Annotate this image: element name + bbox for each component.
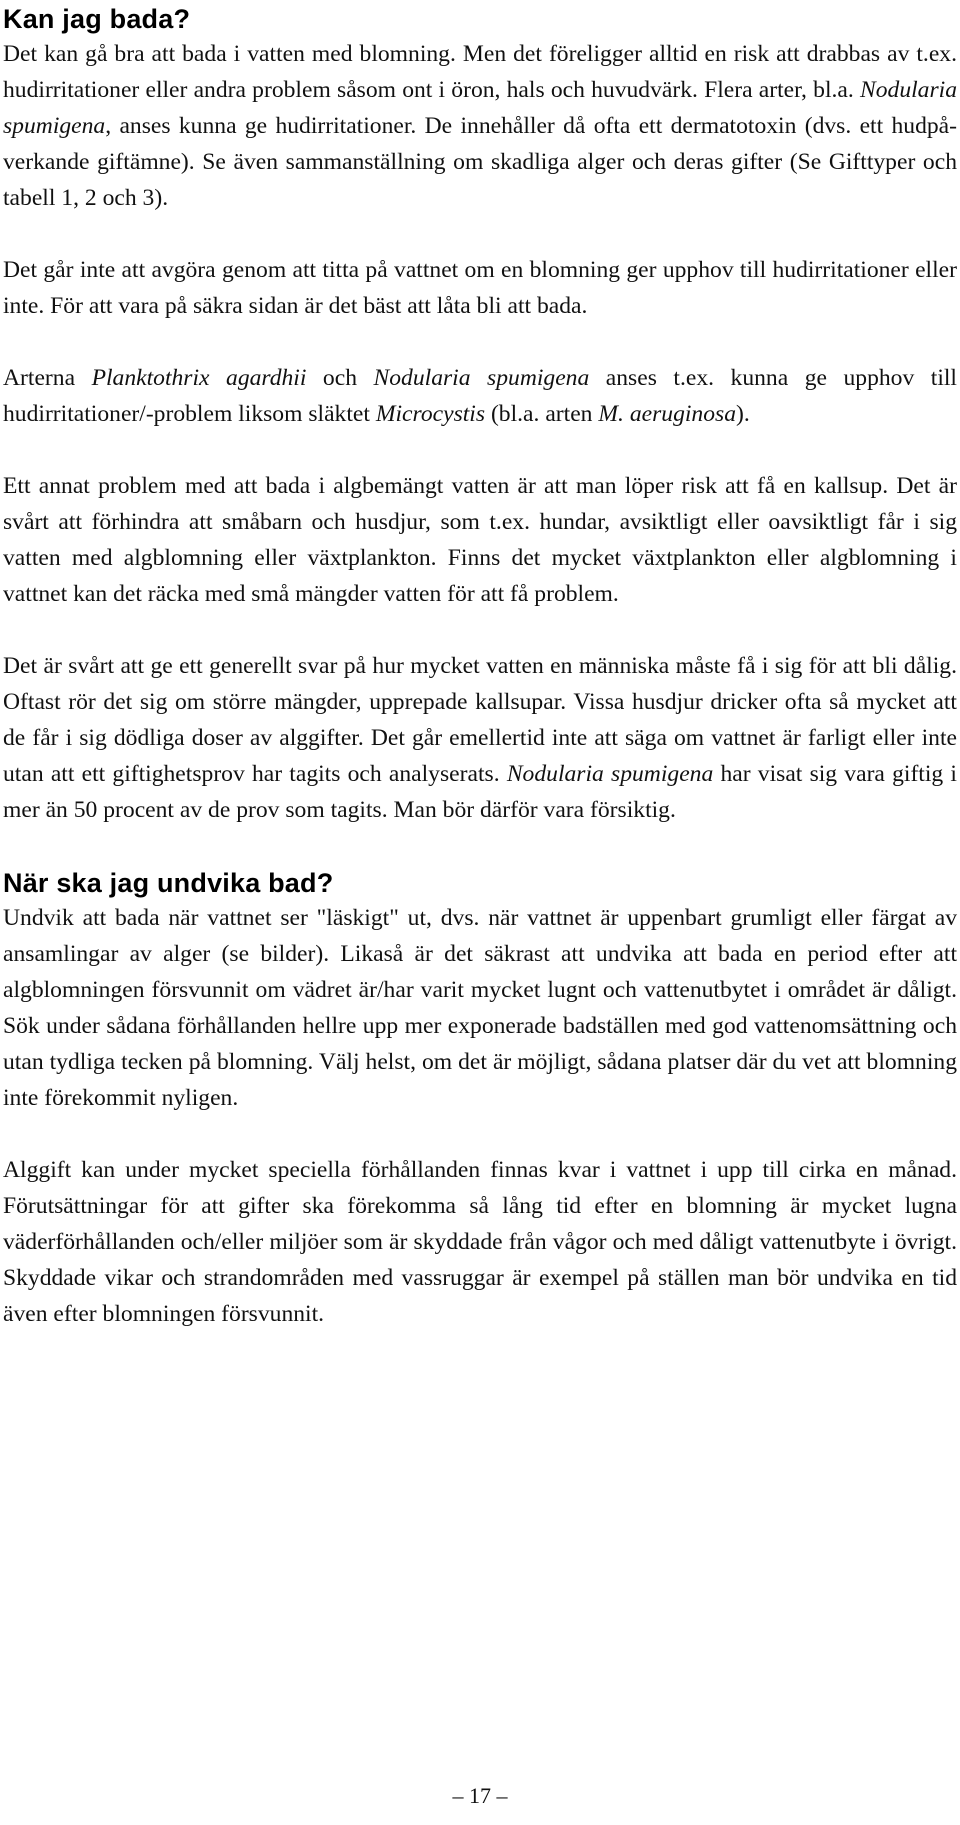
text-run: har visat sig vara giftig i mer än 50 procent av de prov som tagits. Man bör därför vara försiktig. bbox=[3, 761, 957, 823]
body-paragraph bbox=[3, 648, 957, 828]
text-run: anses t.ex. kunna ge upphov till hudirritationer/-problem liksom släktet bbox=[3, 365, 957, 427]
italic-species-name: Nodularia spumigena bbox=[373, 365, 590, 391]
body-paragraph bbox=[3, 36, 957, 216]
italic-species-name: Microcystis bbox=[375, 401, 486, 427]
body-paragraph bbox=[3, 252, 957, 324]
text-run: Ett annat problem med att bada i algbemängt vatten är att man löper risk att få en kallsup. Det är svårt att förhindra att småbarn och husdjur, som t.ex. hundar, avsiktligt eller oavsiktligt får i sig vatten med algblomning eller växtplankton. Finns det mycket växtplankton eller algblomning i vattnet kan det räcka med små mängder vatten för att få problem. bbox=[3, 473, 957, 607]
section-heading-avoid-bathing: När ska jag undvika bad? bbox=[3, 868, 334, 898]
body-paragraph bbox=[3, 900, 957, 1116]
text-run: och bbox=[306, 365, 374, 391]
text-run: (bl.a. arten bbox=[485, 401, 599, 427]
text-run: Undvik att bada när vattnet ser "läskigt" ut, dvs. när vattnet är uppenbart grumligt eller färgat av ansamlingar av alger (se bilder). Likaså är det säkrast att undvika att bada en period efter att algblomningen försvunnit om vädret är/har varit mycket lugnt och vattenutbytet i området är dåligt. Sök under sådana förhållanden hellre upp mer exponerade badställen med god vattenomsättning och utan tydliga tecken på blomning. Välj helst, om det är möjligt, sådana platser där du vet att blomning inte förekommit nyligen. bbox=[3, 905, 957, 1111]
body-paragraph bbox=[3, 1152, 957, 1332]
italic-species-name: M. aeruginosa bbox=[598, 401, 736, 427]
section-body-bathing bbox=[3, 36, 960, 828]
text-run: , anses kunna ge hudirritationer. De innehåller då ofta ett dermatotoxin (dvs. ett hudpåverkande giftämne). Se även sammanställning om skadliga alger och deras gifter (Se Gifttyper och tabell 1, 2 och 3). bbox=[3, 113, 957, 211]
text-run: Alggift kan under mycket speciella förhållanden finnas kvar i vattnet i upp till cirka en månad. Förutsättningar för att gifter ska förekomma så lång tid efter en blomning är mycket lugna väderförhållanden och/eller miljöer som är skyddade från vågor och med dåligt vattenutbyte i övrigt. Skyddade vikar och strandområden med vassruggar är exempel på ställen man bör undvika en tid även efter blomningen försvunnit. bbox=[3, 1157, 957, 1327]
body-paragraph bbox=[3, 360, 957, 432]
text-run: ). bbox=[736, 401, 750, 427]
body-paragraph bbox=[3, 468, 957, 612]
text-run: Det går inte att avgöra genom att titta på vattnet om en blomning ger upphov till hudirritationer eller inte. För att vara på säkra sidan är det bäst att låta bli att bada. bbox=[3, 257, 957, 319]
italic-species-name: Nodularia spumigena bbox=[3, 77, 957, 139]
section-body-avoid-bathing bbox=[3, 900, 960, 1332]
section-heading-bathing: Kan jag bada? bbox=[3, 4, 191, 34]
page-number: – 17 – bbox=[452, 1783, 508, 1808]
text-run: Det kan gå bra att bada i vatten med blomning. Men det föreligger alltid en risk att drabbas av t.ex. hudirritationer eller andra problem såsom ont i öron, hals och huvudvärk. Flera arter, bl.a. bbox=[3, 41, 957, 103]
text-run: Arterna bbox=[3, 365, 92, 391]
italic-species-name: Nodularia spumigena bbox=[506, 761, 714, 787]
text-run: Det är svårt att ge ett generellt svar på hur mycket vatten en människa måste få i sig för att bli dålig. Oftast rör det sig om större mängder, upprepade kallsupar. Vissa husdjur dricker ofta så mycket att de får i sig dödliga doser av alggifter. Det går emellertid inte att säga om vattnet är farligt eller inte utan att ett giftighetsprov har tagits och analyserats. bbox=[3, 653, 957, 787]
italic-species-name: Planktothrix agardhii bbox=[91, 365, 307, 391]
